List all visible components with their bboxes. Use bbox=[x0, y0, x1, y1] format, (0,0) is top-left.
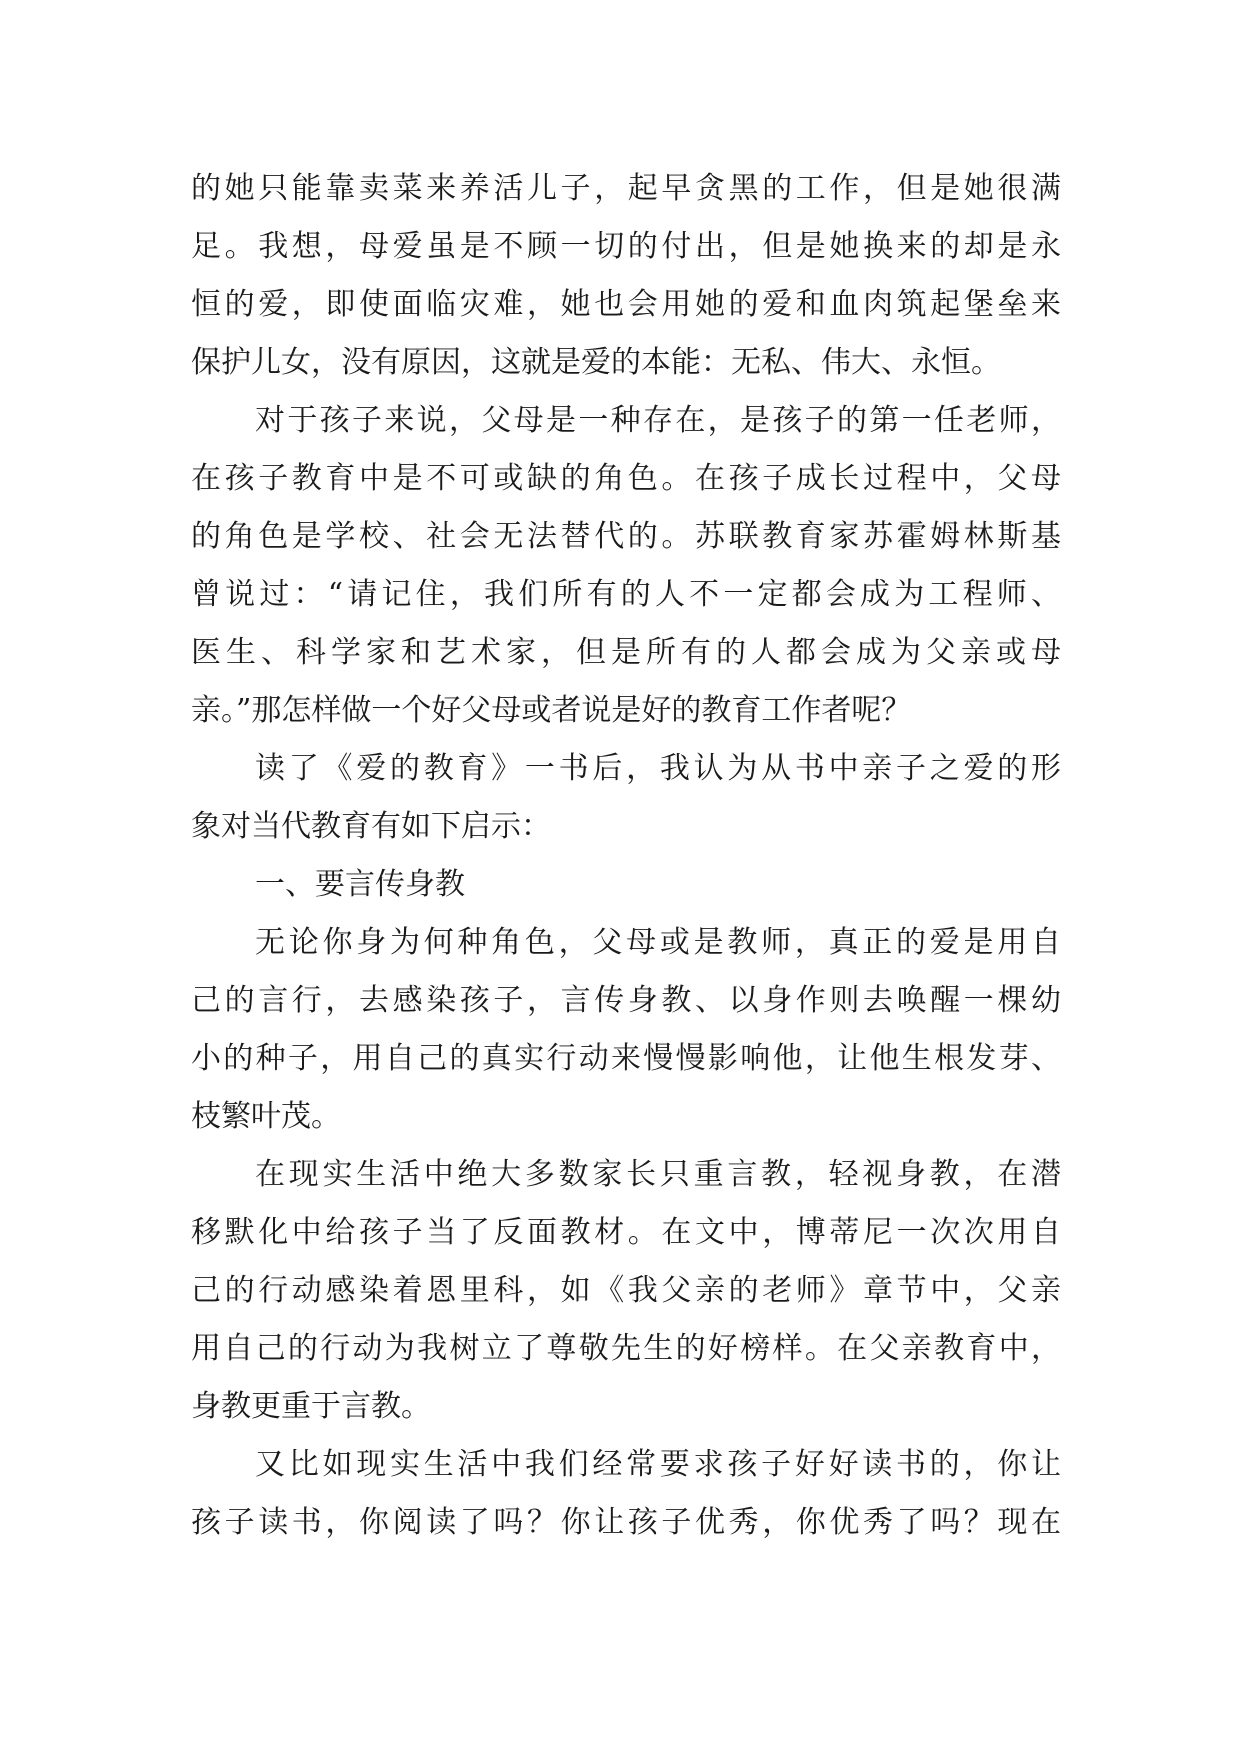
paragraph-reading-example bbox=[191, 1436, 1061, 1552]
text-line: 无论你身为何种角色，父母或是教师，真正的爱是用自 bbox=[255, 925, 1061, 960]
paragraph-reality-example bbox=[191, 1146, 1061, 1436]
text-line: 在现实生活中绝大多数家长只重言教，轻视身教，在潜 bbox=[255, 1157, 1061, 1192]
text-line: 足。我想，母爱虽是不顾一切的付出，但是她换来的却是永 bbox=[191, 229, 1061, 264]
text-line: 对于孩子来说，父母是一种存在，是孩子的第一任老师， bbox=[255, 403, 1061, 438]
text-line: 亲。”那怎样做一个好父母或者说是好的教育工作者呢？ bbox=[191, 693, 912, 728]
text-line: 医生、科学家和艺术家，但是所有的人都会成为父亲或母 bbox=[191, 635, 1061, 670]
heading-line: 一、要言传身教 bbox=[255, 867, 465, 902]
text-line: 曾说过：“请记住，我们所有的人不一定都会成为工程师、 bbox=[191, 577, 1061, 612]
section-heading bbox=[191, 856, 1061, 914]
text-line: 保护儿女，没有原因，这就是爱的本能：无私、伟大、永恒。 bbox=[191, 345, 1001, 380]
text-line: 恒的爱，即使面临灾难，她也会用她的爱和血肉筑起堡垒来 bbox=[191, 287, 1061, 322]
text-line: 小的种子，用自己的真实行动来慢慢影响他，让他生根发芽、 bbox=[191, 1041, 1061, 1076]
text-line: 己的行动感染着恩里科，如《我父亲的老师》章节中，父亲 bbox=[191, 1273, 1061, 1308]
paragraph-parents-role bbox=[191, 392, 1061, 740]
text-line: 移默化中给孩子当了反面教材。在文中，博蒂尼一次次用自 bbox=[191, 1215, 1061, 1250]
paragraph-lead-by-example bbox=[191, 914, 1061, 1146]
text-line: 在孩子教育中是不可或缺的角色。在孩子成长过程中，父母 bbox=[191, 461, 1061, 496]
text-line: 象对当代教育有如下启示： bbox=[191, 809, 551, 844]
text-line: 孩子读书，你阅读了吗？你让孩子优秀，你优秀了吗？现在 bbox=[191, 1505, 1061, 1540]
text-line: 的角色是学校、社会无法替代的。苏联教育家苏霍姆林斯基 bbox=[191, 519, 1061, 554]
text-line: 身教更重于言教。 bbox=[191, 1389, 431, 1424]
text-line: 枝繁叶茂。 bbox=[191, 1099, 341, 1134]
paragraph-continuation bbox=[191, 160, 1061, 392]
text-line: 己的言行，去感染孩子，言传身教、以身作则去唤醒一棵幼 bbox=[191, 983, 1061, 1018]
text-line: 又比如现实生活中我们经常要求孩子好好读书的，你让 bbox=[255, 1447, 1061, 1482]
text-line: 读了《爱的教育》一书后，我认为从书中亲子之爱的形 bbox=[255, 751, 1061, 786]
paragraph-book-reflection bbox=[191, 740, 1061, 856]
text-line: 的她只能靠卖菜来养活儿子，起早贪黑的工作，但是她很满 bbox=[191, 171, 1061, 206]
text-line: 用自己的行动为我树立了尊敬先生的好榜样。在父亲教育中， bbox=[191, 1331, 1061, 1366]
body-text bbox=[191, 160, 1061, 1552]
